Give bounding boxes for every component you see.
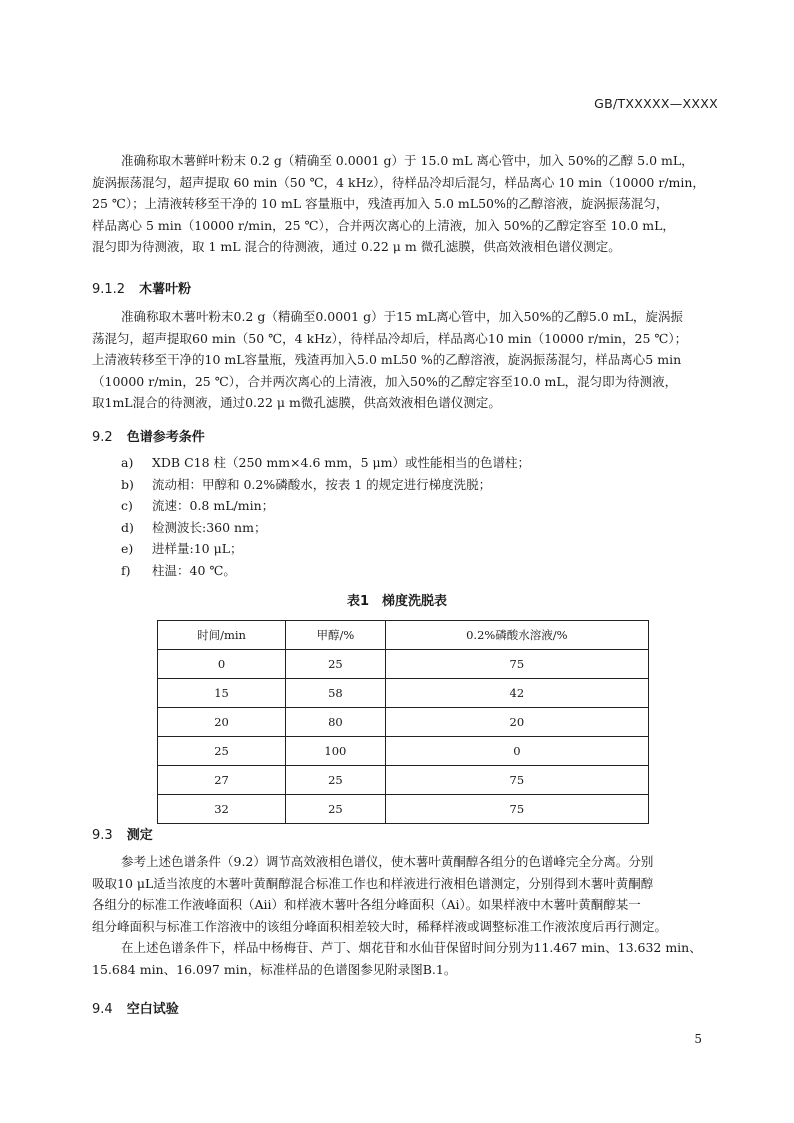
section-title: 色谱参考条件 xyxy=(126,430,205,445)
table-cell: 0 xyxy=(385,737,648,766)
list-item xyxy=(121,452,530,474)
section-number: 9.4 xyxy=(92,1002,113,1017)
section-number: 9.1.2 xyxy=(92,282,126,297)
list-item xyxy=(121,517,530,539)
text-line: 25 ℃）；上清液转移至干净的 10 mL 容量瓶中，残渣再加入 5.0 mL50%的乙醇溶液，旋涡振荡混匀， xyxy=(92,196,669,212)
list-item-label: c) xyxy=(121,498,133,514)
text-line: 旋涡振荡混匀，超声提取 60 min（50 ℃，4 kHz），待样品冷却后混匀，样品离心 10 min（10000 r/min， xyxy=(92,174,705,190)
chromatography-conditions-list xyxy=(121,452,530,582)
section-number: 9.3 xyxy=(92,828,113,843)
sec-912-heading xyxy=(92,278,191,297)
text-line: 吸取10 μL适当浓度的木薯叶黄酮醇混合标准工作也和样液进行液相色谱测定，分别得到木薯叶黄酮醇 xyxy=(92,875,654,891)
list-item-text: 流动相：甲醇和 0.2%磷酸水，按表 1 的规定进行梯度洗脱； xyxy=(152,476,492,492)
table-cell: 75 xyxy=(385,766,648,795)
table-cell: 100 xyxy=(286,737,386,766)
text-line: （10000 r/min，25 ℃），合并两次离心的上清液，加入50%的乙醇定容至10.0 mL，混匀即为待测液， xyxy=(92,373,678,389)
text-line: 上清液转移至干净的10 mL容量瓶，残渣再加入5.0 mL50 %的乙醇溶液，旋涡振荡混匀，样品离心5 min xyxy=(92,352,682,368)
standard-code: GB/TXXXXX—XXXX xyxy=(594,96,718,111)
list-item-label: f) xyxy=(121,562,131,578)
table-cell: 75 xyxy=(385,795,648,824)
list-item-label: a) xyxy=(121,455,134,470)
text-line: 15.684 min、16.097 min，标准样品的色谱图参见附录图B.1。 xyxy=(92,961,457,977)
list-item-label: b) xyxy=(121,476,134,492)
table-header-row xyxy=(158,621,649,650)
table-cell: 20 xyxy=(385,708,648,737)
section-title: 木薯叶粉 xyxy=(139,282,192,297)
list-item xyxy=(121,560,530,582)
table-cell: 20 xyxy=(158,708,286,737)
table-cell: 42 xyxy=(385,679,648,708)
list-item-label: e) xyxy=(121,541,134,557)
table-cell: 25 xyxy=(286,766,386,795)
sec-912-paragraph xyxy=(92,306,718,414)
list-item-text: 柱温：40 ℃。 xyxy=(152,562,236,578)
sec-92-heading xyxy=(92,426,205,445)
table-cell: 80 xyxy=(286,708,386,737)
text-line: 参考上述色谱条件（9.2）调节高效液相色谱仪，使木薯叶黄酮醇各组分的色谱峰完全分离。分别 xyxy=(121,854,654,869)
list-item-text: 检测波长:360 nm； xyxy=(152,519,267,535)
column-header: 时间/min xyxy=(158,621,286,650)
sec-93-heading xyxy=(92,824,153,843)
section-number: 9.2 xyxy=(92,430,113,445)
text-line: 取1mL混合的待测液，通过0.22 μ m微孔滤膜，供高效液相色谱仪测定。 xyxy=(92,395,501,411)
text-line: 混匀即为待测液，取 1 mL 混合的待测液，通过 0.22 μ m 微孔滤膜，供高效液相色谱仪测定。 xyxy=(92,239,621,255)
sec-94-heading xyxy=(92,998,179,1017)
text-line: 准确称取木薯叶粉末0.2 g（精确至0.0001 g）于15 mL离心管中，加入50%的乙醇5.0 mL，旋涡振 xyxy=(121,309,683,324)
table-cell: 25 xyxy=(158,737,286,766)
page-number: 5 xyxy=(694,1032,702,1046)
gradient-elution-table xyxy=(157,620,649,824)
text-line: 在上述色谱条件下，样品中杨梅苷、芦丁、烟花苷和水仙苷保留时间分别为11.467 min、13.632 min、 xyxy=(121,940,702,956)
table-row xyxy=(158,795,649,824)
text-line: 样品离心 5 min（10000 r/min，25 ℃），合并两次离心的上清液，加入 50%的乙醇定容至 10.0 mL， xyxy=(92,217,675,233)
list-item xyxy=(121,538,530,560)
table-cell: 58 xyxy=(286,679,386,708)
table-row xyxy=(158,737,649,766)
list-item-text: 进样量:10 μL； xyxy=(152,541,243,557)
table-cell: 32 xyxy=(158,795,286,824)
table-cell: 75 xyxy=(385,650,648,679)
text-line: 组分峰面积与标准工作溶液中的该组分峰面积相差较大时，稀释样液或调整标准工作液浓度后再行测定。 xyxy=(92,918,668,934)
table-cell: 27 xyxy=(158,766,286,795)
column-header: 甲醇/% xyxy=(286,621,386,650)
text-line: 各组分的标准工作液峰面积（Aii）和样液木薯叶各组分峰面积（Ai）。如果样液中木薯叶黄酮醇某一 xyxy=(92,897,641,913)
text-line: 荡混匀，超声提取60 min（50 ℃，4 kHz），待样品冷却后，样品离心10 min（10000 r/min，25 ℃）； xyxy=(92,330,688,346)
table-row xyxy=(158,708,649,737)
table-cell: 15 xyxy=(158,679,286,708)
section-title: 测定 xyxy=(126,828,153,843)
table-row xyxy=(158,766,649,795)
list-item-text: XDB C18 柱（250 mm×4.6 mm，5 μm）或性能相当的色谱柱； xyxy=(152,455,530,470)
sec-93-paragraph xyxy=(92,851,718,981)
text-line: 准确称取木薯鲜叶粉末 0.2 g（精确至 0.0001 g）于 15.0 mL 离心管中，加入 50%的乙醇 5.0 mL， xyxy=(121,153,694,168)
section-title: 空白试验 xyxy=(126,1002,179,1017)
column-header: 0.2%磷酸水溶液/% xyxy=(385,621,648,650)
table-caption: 表1 梯度洗脱表 xyxy=(346,594,448,609)
table-row xyxy=(158,679,649,708)
sec-911-paragraph xyxy=(92,150,718,258)
table-row xyxy=(158,650,649,679)
table-cell: 25 xyxy=(286,650,386,679)
list-item xyxy=(121,495,530,517)
list-item-text: 流速：0.8 mL/min； xyxy=(152,498,275,514)
list-item-label: d) xyxy=(121,519,134,535)
list-item xyxy=(121,474,530,496)
table-cell: 0 xyxy=(158,650,286,679)
table-cell: 25 xyxy=(286,795,386,824)
